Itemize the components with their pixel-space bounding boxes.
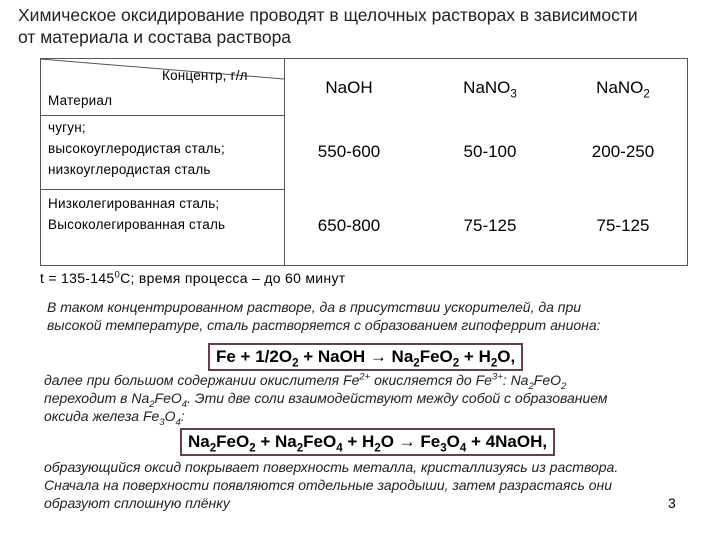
paragraph-line: образуют сплошную плёнку [44,495,230,511]
header-material: Материал [48,93,113,108]
row-1-nano2: 200-250 [591,142,655,161]
table-rule [40,189,284,190]
row-1-material [48,117,225,180]
material-line: Высоколегированная сталь [48,217,226,232]
column-header-naoh: NaOH [325,78,373,97]
paragraph-dissolution [47,298,601,334]
row-1-nano3: 50-100 [463,142,517,161]
title-line-2: от материала и состава раствора [18,27,292,47]
title-line-1: Химическое оксидирование проводят в щелочных растворах в зависимости [18,5,638,25]
concentration-table [40,58,688,266]
row-1-naoh: 550-600 [317,142,381,161]
equation-iron-oxide: $Na_2FeO_2 + Na_2FeO_4 + H_2O \to Fe_3O_4$ + 4NaOH, [180,428,555,456]
table-rule [687,59,688,265]
paragraph-line: В таком концентрированном растворе, да в присутствии ускорителей, да при [47,299,582,315]
material-line: высокоуглеродистая сталь; [48,141,225,156]
row-2-material [48,193,225,235]
material-line: Низколегированная сталь; [48,196,220,211]
header-concentration: Концентр, г/л [162,68,248,83]
paragraph-film-formation [44,458,618,512]
material-line: низкоуглеродистая сталь [48,162,211,177]
paragraph-line: высокой температуре, сталь растворяется с образованием гипоферрит аниона: [47,317,601,333]
material-line: чугун; [48,120,86,135]
page-number: 3 [668,495,676,511]
paragraph-line: образующийся оксид покрывает поверхность металла, кристаллизуясь из раствора. [44,459,619,475]
row-2-nano3: 75-125 [463,216,517,235]
equation-ferrite-anion: $Fe + 1/2O_2$ + NaOH → $Na_2FeO_2 + H_2O$, [208,343,523,371]
row-2-naoh: 650-800 [317,216,381,235]
paragraph-line: Сначала на поверхности появляются отдельные зародыши, затем разрастаясь они [44,477,612,493]
process-conditions: $t = 135-145^0С$; время процесса – до 60 минут [40,269,346,286]
paragraph-line: далее при большом содержании окислителя $Fe^{2+}$ окисляется до $Fe^{3+}$: $Na_2FeO_2$ [44,371,567,392]
paragraph-line: переходит в $Na_2FeO_4$. Эти две соли взаимодействуют между собой с образованием [44,390,608,410]
paragraph-line: оксида железа $Fe_3O_4$: [44,408,185,428]
column-header-nano3: NaNO$_3$ [463,78,517,101]
row-2-nano2: 75-125 [596,216,650,235]
paragraph-oxidation [44,371,608,428]
column-header-nano2: NaNO$_2$ [596,78,650,101]
slide-title [18,4,708,48]
